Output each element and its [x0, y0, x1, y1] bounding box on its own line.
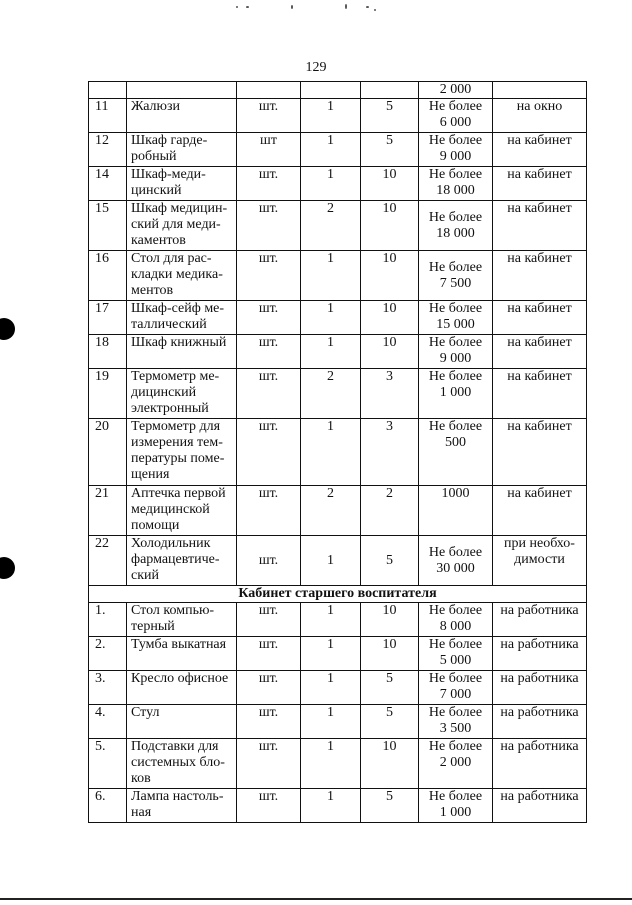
cell-unit-text: шт. [258, 167, 279, 182]
cell-price-text: Не более 2 000 [428, 739, 483, 770]
cell-term-text: 3 [386, 369, 393, 384]
cell-term [361, 419, 419, 486]
cell-name-text: Стол компью- терный [131, 603, 215, 634]
cell-quantity-text: 1 [327, 301, 334, 316]
cell-unit-text: шт. [258, 419, 279, 434]
cell-number [89, 369, 127, 419]
cell-price [419, 603, 493, 637]
cell-term [361, 251, 419, 301]
cell-name-text: Шкаф-сейф ме- таллический [131, 301, 225, 332]
cell-number-text: 11 [95, 99, 109, 114]
cell-name-text: Шкаф гарде- робный [131, 133, 208, 164]
cell-note [493, 705, 587, 739]
table-row [89, 536, 587, 586]
items-table-body [89, 82, 587, 823]
cell-unit [237, 789, 301, 823]
cell-note [493, 301, 587, 335]
cell-number [89, 301, 127, 335]
table-row [89, 789, 587, 823]
cell-note-text: на работника [500, 789, 579, 804]
cell-quantity [301, 603, 361, 637]
cell-price [419, 739, 493, 789]
cell-term-text: 5 [386, 671, 393, 686]
cell-unit [237, 133, 301, 167]
cell-quantity [301, 536, 361, 586]
cell-name-text: Термометр ме- дицинский электронный [131, 369, 220, 416]
cell-quantity-text: 1 [327, 637, 334, 652]
cell-number-text: 16 [95, 251, 109, 266]
cell-note [493, 637, 587, 671]
cell-unit-text: шт. [258, 251, 279, 266]
cell-quantity-text: 1 [327, 335, 334, 350]
cell-note-text: на кабинет [507, 486, 572, 501]
cell-number [89, 739, 127, 789]
table-row [89, 251, 587, 301]
cell-price [419, 705, 493, 739]
cell-price-text: Не более 9 000 [428, 133, 483, 164]
cell-number [89, 603, 127, 637]
cell-term [361, 99, 419, 133]
cell-term [361, 705, 419, 739]
cell-name [127, 603, 237, 637]
cell-number [89, 486, 127, 536]
cell-number [89, 99, 127, 133]
cell-quantity-text: 1 [327, 251, 334, 266]
cell-price-text: Не более 7 000 [428, 671, 483, 702]
cell-note-text: на работника [500, 739, 579, 754]
table-row [89, 335, 587, 369]
cell-number [89, 133, 127, 167]
cell-term [361, 486, 419, 536]
cell-unit [237, 536, 301, 586]
cell-note [493, 251, 587, 301]
cell-price-text: Не более 3 500 [428, 705, 483, 736]
cell-unit [237, 369, 301, 419]
cell-quantity-text: 1 [327, 552, 334, 568]
cell-term-text: 10 [382, 603, 397, 618]
cell-quantity-text: 1 [327, 789, 334, 804]
cell-number-text: 19 [95, 369, 109, 384]
cell-unit [237, 671, 301, 705]
cell-name [127, 671, 237, 705]
page-number: 129 [305, 60, 327, 75]
scan-speck [291, 5, 293, 9]
table-row [89, 99, 587, 133]
cell-name-text: Холодильник фармацевтиче- ский [131, 536, 220, 583]
cell-unit-text: шт. [258, 301, 279, 316]
cell-term [361, 133, 419, 167]
cell-number-text: 20 [95, 419, 109, 434]
cell-quantity [301, 705, 361, 739]
cell-unit [237, 637, 301, 671]
cell-term-text: 3 [386, 419, 393, 434]
cell-quantity [301, 335, 361, 369]
cell-term-text: 10 [382, 201, 397, 216]
cell-quantity [301, 369, 361, 419]
table-row-continued [89, 82, 587, 99]
cell-name-text: Шкаф книжный [131, 335, 227, 350]
cell-price [419, 671, 493, 705]
table-row [89, 603, 587, 637]
cell-note-text: на кабинет [507, 335, 572, 350]
cell-note-text: на работника [500, 637, 579, 652]
cell-number-text: 4. [95, 705, 106, 720]
cell-number-text: 22 [95, 536, 109, 551]
cell-term-text: 10 [382, 251, 397, 266]
cell-number-text: 6. [95, 789, 106, 804]
punch-hole-mark [0, 318, 15, 340]
cell-name-text: Шкаф медицин- ский для меди- каментов [131, 201, 228, 248]
scan-speck [246, 6, 249, 8]
cell-number-text: 5. [95, 739, 106, 754]
cell-term-text: 10 [382, 637, 397, 652]
cell-quantity [301, 301, 361, 335]
cell-quantity [301, 486, 361, 536]
cell-number-text: 18 [95, 335, 109, 350]
cell-note [493, 671, 587, 705]
cell-unit-text: шт. [258, 603, 279, 618]
cell-quantity [301, 251, 361, 301]
cell-note-text: на окно [516, 99, 563, 114]
table-row [89, 133, 587, 167]
cell-number [89, 536, 127, 586]
cell-quantity-text: 1 [327, 603, 334, 618]
cell-unit-text: шт. [258, 486, 279, 501]
cell-price [419, 167, 493, 201]
cell-unit-text: шт. [258, 552, 279, 568]
cell-quantity [301, 201, 361, 251]
cell-unit [237, 82, 301, 99]
cell-price-text: Не более 500 [428, 419, 483, 450]
cell-note-text: на кабинет [507, 133, 572, 148]
cell-term [361, 82, 419, 99]
cell-price-text: Не более 1 000 [428, 789, 483, 820]
table-row [89, 419, 587, 486]
cell-term [361, 167, 419, 201]
cell-price-text: Не более 18 000 [428, 209, 483, 241]
cell-price-text: Не более 6 000 [428, 99, 483, 130]
scan-speck [366, 6, 369, 8]
cell-note [493, 789, 587, 823]
cell-note-text: на кабинет [507, 369, 572, 384]
cell-unit [237, 335, 301, 369]
cell-term-text: 10 [382, 739, 397, 754]
cell-unit [237, 301, 301, 335]
table-row [89, 167, 587, 201]
cell-number [89, 671, 127, 705]
cell-price [419, 637, 493, 671]
table-row [89, 301, 587, 335]
cell-unit-text: шт. [258, 99, 279, 114]
cell-term-text: 5 [386, 99, 393, 114]
cell-note [493, 99, 587, 133]
cell-note [493, 369, 587, 419]
cell-note-text: на кабинет [507, 301, 572, 316]
cell-name [127, 637, 237, 671]
cell-number [89, 637, 127, 671]
cell-price [419, 301, 493, 335]
cell-price-text: Не более 30 000 [428, 544, 483, 576]
cell-name-text: Стол для рас- кладки медика- ментов [131, 251, 223, 298]
cell-term [361, 335, 419, 369]
cell-unit-text: шт. [258, 705, 279, 720]
cell-quantity-text: 1 [327, 419, 334, 434]
cell-quantity [301, 99, 361, 133]
cell-note [493, 486, 587, 536]
cell-note-text: на кабинет [507, 251, 572, 266]
cell-number-text: 15 [95, 201, 109, 216]
cell-price-text: Не более 9 000 [428, 335, 483, 366]
cell-number-text: 21 [95, 486, 109, 501]
cell-term-text: 5 [386, 552, 393, 568]
cell-unit-text: шт [260, 133, 277, 148]
cell-note-text: на работника [500, 705, 579, 720]
cell-note [493, 603, 587, 637]
cell-number-text: 12 [95, 133, 109, 148]
cell-unit [237, 419, 301, 486]
cell-note-text: на кабинет [507, 167, 572, 182]
cell-price [419, 335, 493, 369]
cell-number [89, 335, 127, 369]
cell-unit-text: шт. [258, 369, 279, 384]
cell-price [419, 99, 493, 133]
cell-quantity [301, 739, 361, 789]
cell-number-text: 3. [95, 671, 106, 686]
cell-note-text: на работника [500, 603, 579, 618]
cell-name-text: Шкаф-меди- цинский [131, 167, 206, 198]
table-row [89, 369, 587, 419]
cell-note [493, 419, 587, 486]
cell-name [127, 536, 237, 586]
cell-number [89, 705, 127, 739]
cell-price: 2 000 [419, 82, 493, 99]
cell-unit-text: шт. [258, 637, 279, 652]
cell-quantity [301, 637, 361, 671]
cell-number-text: 14 [95, 167, 109, 182]
cell-name-text: Стул [131, 705, 160, 720]
cell-unit [237, 603, 301, 637]
cell-price [419, 251, 493, 301]
cell-price [419, 536, 493, 586]
cell-name [127, 99, 237, 133]
cell-price [419, 419, 493, 486]
cell-quantity [301, 133, 361, 167]
cell-number [89, 82, 127, 99]
cell-unit [237, 251, 301, 301]
cell-name [127, 419, 237, 486]
cell-term [361, 671, 419, 705]
cell-price [419, 201, 493, 251]
cell-note-text: на кабинет [507, 419, 572, 434]
cell-note [493, 82, 587, 99]
cell-price [419, 133, 493, 167]
cell-unit-text: шт. [258, 671, 279, 686]
cell-name-text: Кресло офисное [131, 671, 229, 686]
cell-name [127, 335, 237, 369]
cell-name [127, 705, 237, 739]
cell-quantity [301, 419, 361, 486]
cell-term-text: 10 [382, 301, 397, 316]
table-row [89, 486, 587, 536]
cell-price-text: 1000 [441, 486, 470, 501]
cell-price-text: Не более 15 000 [428, 301, 483, 332]
cell-quantity-text: 2 [327, 369, 334, 384]
cell-note [493, 739, 587, 789]
cell-term [361, 739, 419, 789]
cell-note [493, 133, 587, 167]
cell-name-text: Аптечка первой медицинской помощи [131, 486, 226, 533]
cell-name [127, 486, 237, 536]
cell-note [493, 536, 587, 586]
cell-name [127, 201, 237, 251]
cell-quantity [301, 82, 361, 99]
section-title: Кабинет старшего воспитателя [89, 586, 587, 603]
cell-term [361, 603, 419, 637]
cell-quantity-text: 2 [327, 486, 334, 501]
cell-term-text: 10 [382, 167, 397, 182]
cell-name [127, 167, 237, 201]
cell-number [89, 789, 127, 823]
cell-name-text: Лампа настоль- ная [131, 789, 224, 820]
scan-speck [236, 6, 238, 8]
table-row [89, 201, 587, 251]
cell-term-text: 5 [386, 705, 393, 720]
cell-unit-text: шт. [258, 335, 279, 350]
items-table [88, 81, 587, 823]
punch-hole-mark [0, 557, 15, 579]
table-row [89, 637, 587, 671]
cell-term-text: 2 [386, 486, 393, 501]
cell-number-text: 2. [95, 637, 106, 652]
cell-price-text: Не более 7 500 [428, 259, 483, 291]
cell-quantity [301, 167, 361, 201]
cell-note-text: на работника [500, 671, 579, 686]
table-row [89, 705, 587, 739]
table-row [89, 739, 587, 789]
scan-speck [374, 9, 376, 11]
cell-name [127, 789, 237, 823]
cell-quantity-text: 1 [327, 167, 334, 182]
cell-term [361, 637, 419, 671]
cell-note [493, 201, 587, 251]
cell-quantity [301, 671, 361, 705]
cell-unit [237, 739, 301, 789]
cell-term [361, 201, 419, 251]
cell-unit [237, 486, 301, 536]
cell-unit [237, 705, 301, 739]
cell-note-text: на кабинет [507, 201, 572, 216]
cell-name-text: Жалюзи [131, 99, 180, 114]
cell-unit-text: шт. [258, 789, 279, 804]
cell-term-text: 10 [382, 335, 397, 350]
cell-term [361, 536, 419, 586]
cell-name-text: Подставки для системных бло- ков [131, 739, 225, 786]
cell-number-text: 1. [95, 603, 106, 618]
cell-name [127, 82, 237, 99]
cell-number [89, 201, 127, 251]
cell-price-text: Не более 8 000 [428, 603, 483, 634]
cell-term [361, 789, 419, 823]
cell-number [89, 251, 127, 301]
cell-name-text: Термометр для измерения тем- пературы поме- щения [131, 419, 225, 482]
cell-note [493, 335, 587, 369]
cell-price [419, 486, 493, 536]
cell-unit [237, 201, 301, 251]
cell-quantity-text: 1 [327, 739, 334, 754]
cell-unit-text: шт. [258, 739, 279, 754]
cell-number-text: 17 [95, 301, 109, 316]
cell-quantity-text: 1 [327, 671, 334, 686]
cell-number [89, 167, 127, 201]
cell-name [127, 739, 237, 789]
cell-price [419, 369, 493, 419]
cell-note-text: при необхо- димости [504, 536, 575, 567]
cell-price-text: Не более 1 000 [428, 369, 483, 400]
cell-name [127, 133, 237, 167]
cell-unit [237, 99, 301, 133]
cell-term [361, 369, 419, 419]
cell-price-text: Не более 18 000 [428, 167, 483, 198]
cell-name-text: Тумба выкатная [131, 637, 227, 652]
bottom-rule [0, 898, 632, 900]
cell-term [361, 301, 419, 335]
cell-price-text: Не более 5 000 [428, 637, 483, 668]
cell-quantity [301, 789, 361, 823]
cell-quantity-text: 2 [327, 201, 334, 216]
cell-unit-text: шт. [258, 201, 279, 216]
cell-quantity-text: 1 [327, 133, 334, 148]
cell-unit [237, 167, 301, 201]
cell-price [419, 789, 493, 823]
cell-number [89, 419, 127, 486]
cell-name [127, 369, 237, 419]
cell-quantity-text: 1 [327, 99, 334, 114]
section-header-row [89, 586, 587, 603]
cell-note [493, 167, 587, 201]
cell-term-text: 5 [386, 789, 393, 804]
scan-speck [345, 4, 347, 9]
table-row [89, 671, 587, 705]
cell-name [127, 251, 237, 301]
cell-name [127, 301, 237, 335]
cell-term-text: 5 [386, 133, 393, 148]
cell-quantity-text: 1 [327, 705, 334, 720]
